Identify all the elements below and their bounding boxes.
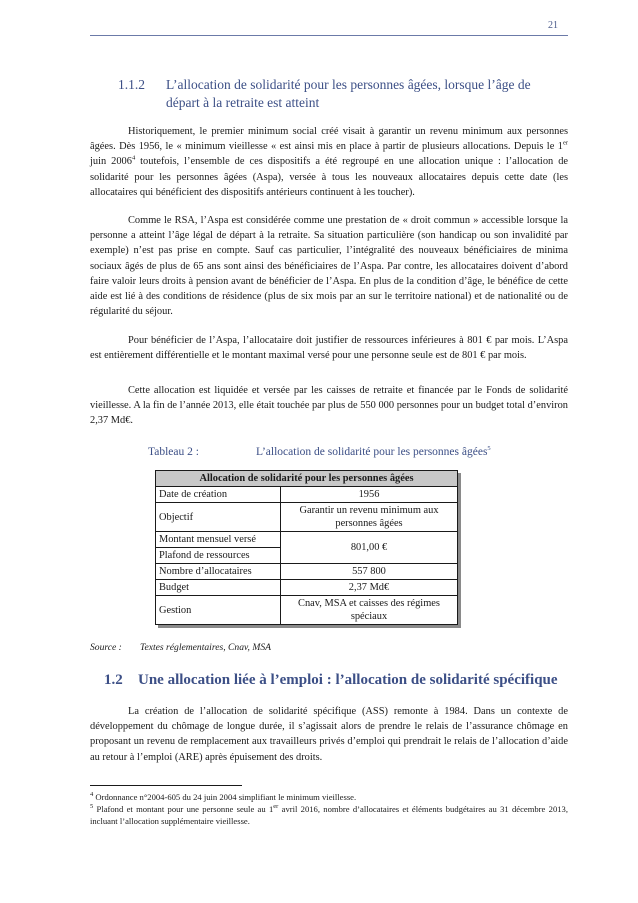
source-label: Source :: [90, 642, 122, 653]
page-number: 21: [548, 20, 558, 31]
footnote-mark: 4: [90, 791, 94, 799]
footnote-text-a: Plafond et montant pour une personne seule au 1: [93, 804, 274, 814]
footnote-text: Ordonnance n°2004-605 du 24 juin 2004 simplifiant le minimum vieillesse.: [93, 792, 357, 802]
table-header: Allocation de solidarité pour les personnes âgées: [156, 471, 458, 487]
row-label: Plafond de ressources: [156, 548, 281, 564]
header-rule: [90, 35, 568, 36]
paragraph-3: Pour bénéficier de l’Aspa, l’allocataire doit justifier de ressources inférieures à 801 € par mois. L’Aspa est entièrement différentielle et le montant maximal versé pour une personne seule est de 801 € par mois.: [90, 335, 568, 362]
footnote-4: [90, 791, 568, 803]
section-number: 1.1.2: [118, 77, 145, 92]
footnote-text-b: avril 2016, nombre d’allocataires et éléments budgétaires au 31 décembre 2013, incluant l’allocation supplémentaire vieillesse.: [90, 804, 568, 826]
paragraph-4: Cette allocation est liquidée et versée par les caisses de retraite et financée par le Fonds de solidarité vieillesse. A la fin de l’année 2013, elle était touchée par plus de 550 000 personnes pour un budget total d’environ 2,37 Md€.: [90, 385, 568, 427]
section-title: Une allocation liée à l’emploi : l’allocation de solidarité spécifique: [138, 672, 558, 688]
section-title: L’allocation de solidarité pour les personnes âgées, lorsque l’âge de départ à la retraite est atteint: [166, 77, 531, 110]
superscript-er: er: [273, 803, 279, 811]
row-label: Budget: [156, 580, 281, 596]
footnote-rule: [90, 785, 242, 786]
paragraph-1-text-c: toutefois, l’ensemble de ces dispositifs a été regroupé en une allocation unique : l’allocation de solidarité pour les personnes âgées (Aspa), versée à tous les nouveaux allocataires depuis cette date (les allocataires qui bénéficient des dispositifs antérieurs continuent à les toucher).: [90, 156, 568, 198]
source-value: Textes réglementaires, Cnav, MSA: [140, 642, 271, 653]
row-label: Gestion: [156, 596, 281, 625]
table-row: [156, 503, 458, 532]
paragraph-1: [90, 124, 568, 200]
paragraph-5: La création de l’allocation de solidarité spécifique (ASS) remonte à 1984. Dans un contexte de développement du chômage de longue durée, il s’agissait alors de prendre le relais de l’assurance chômage en proposant un revenu de remplacement aux travailleurs privés d’emploi qui prendrait le relais de l’allocation d’aide au retour à l’emploi (ARE) après épuisement des droits.: [90, 706, 568, 763]
footnote-ref-5: 5: [487, 445, 491, 453]
row-label: Objectif: [156, 503, 281, 532]
row-value: 557 800: [281, 564, 458, 580]
table-row: [156, 580, 458, 596]
table-row: [156, 564, 458, 580]
table-caption-text: L’allocation de solidarité pour les personnes âgées: [256, 446, 488, 458]
footnote-5: [90, 803, 568, 827]
table-row: [156, 532, 458, 548]
paragraph-1-text-a: Historiquement, le premier minimum social créé visait à garantir un revenu minimum aux personnes âgées. Dès 1956, le « minimum vieillesse « est ainsi mis en place à partir de plusieurs allocations. Depuis le 1: [90, 126, 568, 153]
row-value: Garantir un revenu minimum aux personnes âgées: [281, 503, 458, 532]
paragraph-1-text-b: juin 2006: [90, 156, 132, 168]
table-row: [156, 487, 458, 503]
allocation-table: [155, 470, 458, 625]
paragraph-2: Comme le RSA, l’Aspa est considérée comme une prestation de « droit commun » accessible lorsque la personne a atteint l’âge légal de départ à la retraite. Sa situation particulière (son handicap ou son invalidité par exemple) n’est pas prise en compte. Sauf cas particulier, l’intégralité des nouveaux bénéficiaires de minima sociaux âgés de plus de 65 ans sont ainsi des bénéficiaires de l’Aspa. Par contre, les allocataires doivent d’abord faire valoir leurs droits à pension avant de bénéficier de l’Aspa. En plus de la condition d’âge, le bénéfice de cette aide est lié à des conditions de résidence (plus de six mois par an sur le territoire national) et de nationalité ou de régularité du séjour.: [90, 215, 568, 318]
table-caption-title: [256, 446, 491, 458]
row-value: Cnav, MSA et caisses des régimes spéciaux: [281, 596, 458, 625]
table-row: [156, 596, 458, 625]
row-label: Nombre d’allocataires: [156, 564, 281, 580]
row-value: 1956: [281, 487, 458, 503]
superscript-er: er: [562, 139, 568, 147]
table-header-row: [156, 471, 458, 487]
footnote-mark: 5: [90, 803, 94, 811]
table-caption-label: Tableau 2 :: [148, 446, 199, 458]
section-number: 1.2: [104, 672, 123, 688]
row-value: 801,00 €: [281, 532, 458, 564]
footnote-ref-4: 4: [131, 154, 136, 162]
row-label: Montant mensuel versé: [156, 532, 281, 548]
row-label: Date de création: [156, 487, 281, 503]
row-value: 2,37 Md€: [281, 580, 458, 596]
